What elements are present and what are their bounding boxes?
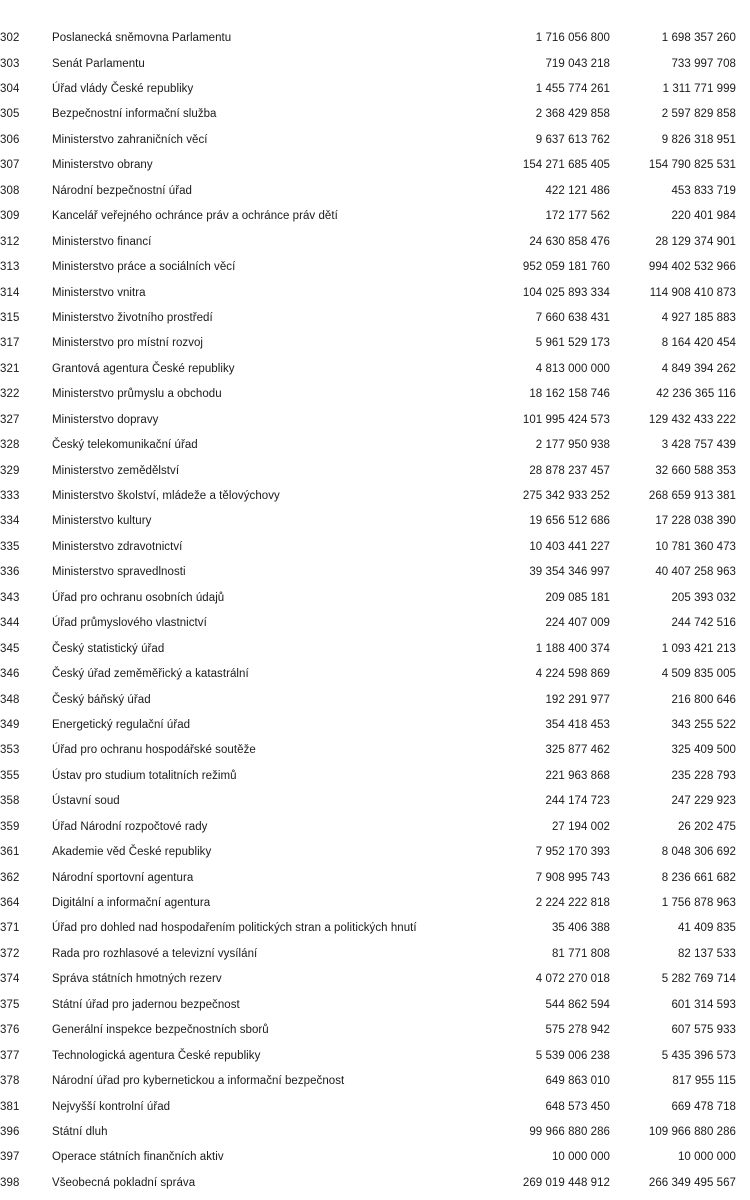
row-code: 335 xyxy=(0,540,20,553)
row-value-2: 268 659 913 381 xyxy=(648,490,736,503)
row-value-2: 266 349 495 567 xyxy=(648,1176,736,1189)
table-row xyxy=(0,127,750,152)
row-name: Úřad průmyslového vlastnictví xyxy=(52,617,207,630)
row-value-2: 220 401 984 xyxy=(671,210,736,223)
row-name: Český úřad zeměměřický a katastrální xyxy=(52,668,249,681)
table-row-partial xyxy=(0,0,750,25)
row-code: 355 xyxy=(0,769,20,782)
row-name: Ústavní soud xyxy=(52,795,120,808)
row-value-2: 42 236 365 116 xyxy=(656,388,736,401)
table-row xyxy=(0,814,750,839)
row-code: 321 xyxy=(0,362,20,375)
row-name: Úřad pro ochranu osobních údajů xyxy=(52,591,225,604)
row-value-2: 10 000 000 xyxy=(677,1151,736,1164)
row-name: Úřad pro dohled nad hospodařením politických stran a politických hnutí xyxy=(52,922,417,935)
row-name: Ministerstvo školství, mládeže a tělovýchovy xyxy=(52,490,280,503)
row-code: 396 xyxy=(0,1125,20,1138)
row-name: Český telekomunikační úřad xyxy=(52,439,198,452)
row-code: 306 xyxy=(0,133,20,146)
row-code: 345 xyxy=(0,642,20,655)
row-value-2: 244 742 516 xyxy=(671,617,736,630)
row-code: 346 xyxy=(0,668,20,681)
row-code: 358 xyxy=(0,795,20,808)
row-name: Správa státních hmotných rezerv xyxy=(52,973,222,986)
table-row xyxy=(0,280,750,305)
table-row xyxy=(0,305,750,330)
table-row xyxy=(0,1145,750,1170)
row-value-2: 817 955 115 xyxy=(672,1075,736,1088)
table-row xyxy=(0,229,750,254)
row-code: 328 xyxy=(0,439,20,452)
row-name: Český báňský úřad xyxy=(52,693,151,706)
row-name: Ministerstvo práce a sociálních věcí xyxy=(52,261,236,274)
row-name: Nejvyšší kontrolní úřad xyxy=(52,1100,171,1113)
row-name: Kancelář veřejného ochránce práv a ochránce práv dětí xyxy=(52,210,338,223)
row-code: 312 xyxy=(0,235,20,248)
row-code: 327 xyxy=(0,413,20,426)
row-name: Ministerstvo zdravotnictví xyxy=(52,540,183,553)
row-value-1: 104 025 893 334 xyxy=(522,286,610,299)
row-name: Všeobecná pokladní správa xyxy=(52,1176,196,1189)
row-value-1: 27 194 002 xyxy=(551,820,610,833)
row-value-2: 8 236 661 682 xyxy=(661,871,736,884)
row-value-2: 129 432 433 222 xyxy=(648,413,736,426)
row-code: 349 xyxy=(0,718,20,731)
row-name: Národní bezpečnostní úřad xyxy=(52,184,192,197)
row-code: 397 xyxy=(0,1151,20,1164)
row-name: Akademie věd České republiky xyxy=(52,846,212,859)
row-value-2: 82 137 533 xyxy=(677,947,736,960)
row-value-2: 247 229 923 xyxy=(671,795,736,808)
table-row xyxy=(0,509,750,534)
row-value-2: 994 402 532 966 xyxy=(648,261,736,274)
row-value-1: 221 963 868 xyxy=(545,769,610,782)
row-value-2: 601 314 593 xyxy=(671,998,736,1011)
row-value-2: 216 800 646 xyxy=(671,693,736,706)
table-row xyxy=(0,560,750,585)
row-name: Ministerstvo obrany xyxy=(52,159,153,172)
row-name: Operace státních finančních aktiv xyxy=(52,1151,224,1164)
row-name: Poslanecká sněmovna Parlamentu xyxy=(52,32,232,45)
table-row xyxy=(0,51,750,76)
row-value-2: 28 129 374 901 xyxy=(655,235,736,248)
row-name: Ministerstvo životního prostředí xyxy=(52,311,213,324)
row-name: Státní dluh xyxy=(52,1125,108,1138)
row-value-1: 192 291 977 xyxy=(545,693,610,706)
row-name: Státní úřad pro jadernou bezpečnost xyxy=(52,998,240,1011)
row-value-2: 1 698 357 260 xyxy=(661,32,736,45)
row-value-2: 3 428 757 439 xyxy=(661,439,736,452)
row-code: 303 xyxy=(0,57,20,70)
row-value-1: 2 224 222 818 xyxy=(535,897,610,910)
row-code: 307 xyxy=(0,159,20,172)
table-row xyxy=(0,636,750,661)
row-name: Ústav pro studium totalitních režimů xyxy=(52,769,237,782)
row-value-1: 1 188 400 374 xyxy=(535,642,610,655)
row-value-2: 205 393 032 xyxy=(671,591,736,604)
row-code: 343 xyxy=(0,591,20,604)
row-value-1: 422 121 486 xyxy=(545,184,610,197)
row-value-1: 99 966 880 286 xyxy=(529,1125,610,1138)
row-code: 336 xyxy=(0,566,20,579)
row-value-1 xyxy=(470,0,610,25)
table-row xyxy=(0,25,750,50)
row-code: 372 xyxy=(0,947,20,960)
row-code: 313 xyxy=(0,261,20,274)
table-row xyxy=(0,432,750,457)
row-value-1: 325 877 462 xyxy=(545,744,610,757)
row-value-2: 41 409 835 xyxy=(677,922,736,935)
row-value-1: 10 403 441 227 xyxy=(529,540,610,553)
row-value-2: 733 997 708 xyxy=(671,57,736,70)
table-row xyxy=(0,76,750,101)
table-row xyxy=(0,941,750,966)
row-value-1: 28 878 237 457 xyxy=(529,464,610,477)
table-row xyxy=(0,178,750,203)
row-name: Ministerstvo pro místní rozvoj xyxy=(52,337,204,350)
table-row xyxy=(0,967,750,992)
row-value-1: 18 162 158 746 xyxy=(529,388,610,401)
row-value-1: 101 995 424 573 xyxy=(522,413,610,426)
row-code: 378 xyxy=(0,1075,20,1088)
table-row xyxy=(0,204,750,229)
row-code: 376 xyxy=(0,1024,20,1037)
row-value-1: 172 177 562 xyxy=(545,210,610,223)
row-value-1: 2 177 950 938 xyxy=(535,439,610,452)
table-row xyxy=(0,839,750,864)
table-row xyxy=(0,890,750,915)
row-value-2: 8 048 306 692 xyxy=(661,846,736,859)
row-code: 353 xyxy=(0,744,20,757)
table-row xyxy=(0,1170,750,1195)
row-name: Úřad pro ochranu hospodářské soutěže xyxy=(52,744,256,757)
table-row xyxy=(0,458,750,483)
row-value-2: 235 228 793 xyxy=(671,769,736,782)
row-value-1: 5 539 006 238 xyxy=(535,1049,610,1062)
table-row xyxy=(0,992,750,1017)
row-code: 334 xyxy=(0,515,20,528)
table-row xyxy=(0,407,750,432)
row-value-2: 5 282 769 714 xyxy=(661,973,736,986)
row-value-2: 4 849 394 262 xyxy=(661,362,736,375)
table-row xyxy=(0,102,750,127)
row-value-1: 224 407 009 xyxy=(545,617,610,630)
table-row xyxy=(0,916,750,941)
table-row xyxy=(0,738,750,763)
row-code: 333 xyxy=(0,490,20,503)
row-value-2: 32 660 588 353 xyxy=(655,464,736,477)
table-row xyxy=(0,1068,750,1093)
row-value-1: 575 278 942 xyxy=(545,1024,610,1037)
row-code: 309 xyxy=(0,210,20,223)
row-name: Technologická agentura České republiky xyxy=(52,1049,261,1062)
row-code: 398 xyxy=(0,1176,20,1189)
table-row xyxy=(0,865,750,890)
table-row xyxy=(0,534,750,559)
row-name: Úřad vlády České republiky xyxy=(52,83,194,96)
row-code: 371 xyxy=(0,922,20,935)
row-value-1: 1 455 774 261 xyxy=(535,83,610,96)
row-name: Ministerstvo vnitra xyxy=(52,286,146,299)
row-value-1: 10 000 000 xyxy=(551,1151,610,1164)
row-value-2: 453 833 719 xyxy=(671,184,736,197)
row-code: 317 xyxy=(0,337,20,350)
row-value-1: 1 716 056 800 xyxy=(535,32,610,45)
row-code: 344 xyxy=(0,617,20,630)
table-row xyxy=(0,661,750,686)
table-row xyxy=(0,1043,750,1068)
row-value-1: 269 019 448 912 xyxy=(522,1176,610,1189)
row-value-2: 40 407 258 963 xyxy=(655,566,736,579)
row-name: Národní úřad pro kybernetickou a informační bezpečnost xyxy=(52,1075,345,1088)
row-value-1: 81 771 808 xyxy=(551,947,610,960)
table-row xyxy=(0,585,750,610)
row-value-2: 8 164 420 454 xyxy=(661,337,736,350)
row-value-1: 719 043 218 xyxy=(545,57,610,70)
row-name: Grantová agentura České republiky xyxy=(52,362,235,375)
row-value-1: 35 406 388 xyxy=(551,922,610,935)
row-value-2: 10 781 360 473 xyxy=(655,540,736,553)
row-value-2: 343 255 522 xyxy=(671,718,736,731)
row-value-1: 24 630 858 476 xyxy=(529,235,610,248)
row-name: Ministerstvo financí xyxy=(52,235,152,248)
row-code: 308 xyxy=(0,184,20,197)
row-name: Národní sportovní agentura xyxy=(52,871,194,884)
row-code: 364 xyxy=(0,897,20,910)
row-name: Energetický regulační úřad xyxy=(52,718,191,731)
table-row xyxy=(0,1119,750,1144)
row-name: Bezpečnostní informační služba xyxy=(52,108,217,121)
row-name xyxy=(52,0,470,25)
row-value-1: 544 862 594 xyxy=(545,998,610,1011)
row-code: 361 xyxy=(0,846,20,859)
table-row xyxy=(0,331,750,356)
row-value-1: 7 660 638 431 xyxy=(535,311,610,324)
table-row xyxy=(0,254,750,279)
table-row xyxy=(0,763,750,788)
row-code: 359 xyxy=(0,820,20,833)
row-value-1: 648 573 450 xyxy=(545,1100,610,1113)
row-value-1: 19 656 512 686 xyxy=(529,515,610,528)
row-name: Ministerstvo průmyslu a obchodu xyxy=(52,388,222,401)
row-name: Ministerstvo spravedlnosti xyxy=(52,566,186,579)
row-value-1: 4 813 000 000 xyxy=(535,362,610,375)
row-name: Senát Parlamentu xyxy=(52,57,145,70)
row-value-1: 7 952 170 393 xyxy=(535,846,610,859)
row-value-1: 209 085 181 xyxy=(545,591,610,604)
row-value-1: 4 224 598 869 xyxy=(535,668,610,681)
row-value-2: 2 597 829 858 xyxy=(661,108,736,121)
row-value-2: 154 790 825 531 xyxy=(648,159,736,172)
row-value-2: 17 228 038 390 xyxy=(655,515,736,528)
row-code: 381 xyxy=(0,1100,20,1113)
row-code: 314 xyxy=(0,286,20,299)
row-value-2: 5 435 396 573 xyxy=(661,1049,736,1062)
row-value-2: 109 966 880 286 xyxy=(648,1125,736,1138)
row-value-1: 5 961 529 173 xyxy=(535,337,610,350)
row-code: 374 xyxy=(0,973,20,986)
row-code: 322 xyxy=(0,388,20,401)
row-name: Rada pro rozhlasové a televizní vysílání xyxy=(52,947,258,960)
row-value-1: 244 174 723 xyxy=(545,795,610,808)
row-value-1: 2 368 429 858 xyxy=(535,108,610,121)
table-row xyxy=(0,1018,750,1043)
row-value-1: 4 072 270 018 xyxy=(535,973,610,986)
row-name: Úřad Národní rozpočtové rady xyxy=(52,820,208,833)
row-value-2: 325 409 500 xyxy=(671,744,736,757)
row-value-1: 952 059 181 760 xyxy=(522,261,610,274)
row-code: 305 xyxy=(0,108,20,121)
row-value-2: 1 093 421 213 xyxy=(661,642,736,655)
table-row xyxy=(0,789,750,814)
row-name: Ministerstvo dopravy xyxy=(52,413,159,426)
row-value-1: 354 418 453 xyxy=(545,718,610,731)
row-value-2: 26 202 475 xyxy=(677,820,736,833)
row-value-2: 114 908 410 873 xyxy=(649,286,736,299)
row-name: Digitální a informační agentura xyxy=(52,897,211,910)
row-code: 362 xyxy=(0,871,20,884)
table-row xyxy=(0,356,750,381)
table-row xyxy=(0,712,750,737)
row-name: Ministerstvo zemědělství xyxy=(52,464,180,477)
row-value-1: 154 271 685 405 xyxy=(522,159,610,172)
table-row xyxy=(0,687,750,712)
table-row xyxy=(0,1094,750,1119)
row-value-2: 4 509 835 005 xyxy=(661,668,736,681)
row-value-2: 4 927 185 883 xyxy=(661,311,736,324)
row-code: 315 xyxy=(0,311,20,324)
table-row xyxy=(0,483,750,508)
row-code: 377 xyxy=(0,1049,20,1062)
row-code: 302 xyxy=(0,32,20,45)
row-name: Ministerstvo zahraničních věcí xyxy=(52,133,208,146)
row-name: Generální inspekce bezpečnostních sborů xyxy=(52,1024,269,1037)
row-code xyxy=(0,0,52,25)
row-name: Ministerstvo kultury xyxy=(52,515,152,528)
row-code: 304 xyxy=(0,83,20,96)
row-value-2: 9 826 318 951 xyxy=(661,133,736,146)
row-code: 348 xyxy=(0,693,20,706)
row-value-1: 9 637 613 762 xyxy=(535,133,610,146)
row-name: Český statistický úřad xyxy=(52,642,165,655)
table-row xyxy=(0,382,750,407)
row-value-2: 669 478 718 xyxy=(671,1100,736,1113)
row-code: 329 xyxy=(0,464,20,477)
row-value-1: 649 863 010 xyxy=(545,1075,610,1088)
row-value-2: 1 756 878 963 xyxy=(661,897,736,910)
table-row xyxy=(0,153,750,178)
row-value-2 xyxy=(610,0,750,25)
row-value-1: 39 354 346 997 xyxy=(529,566,610,579)
row-value-2: 607 575 933 xyxy=(671,1024,736,1037)
row-value-1: 7 908 995 743 xyxy=(535,871,610,884)
row-value-2: 1 311 771 999 xyxy=(662,83,736,96)
row-code: 375 xyxy=(0,998,20,1011)
row-value-1: 275 342 933 252 xyxy=(522,490,610,503)
table-row xyxy=(0,611,750,636)
